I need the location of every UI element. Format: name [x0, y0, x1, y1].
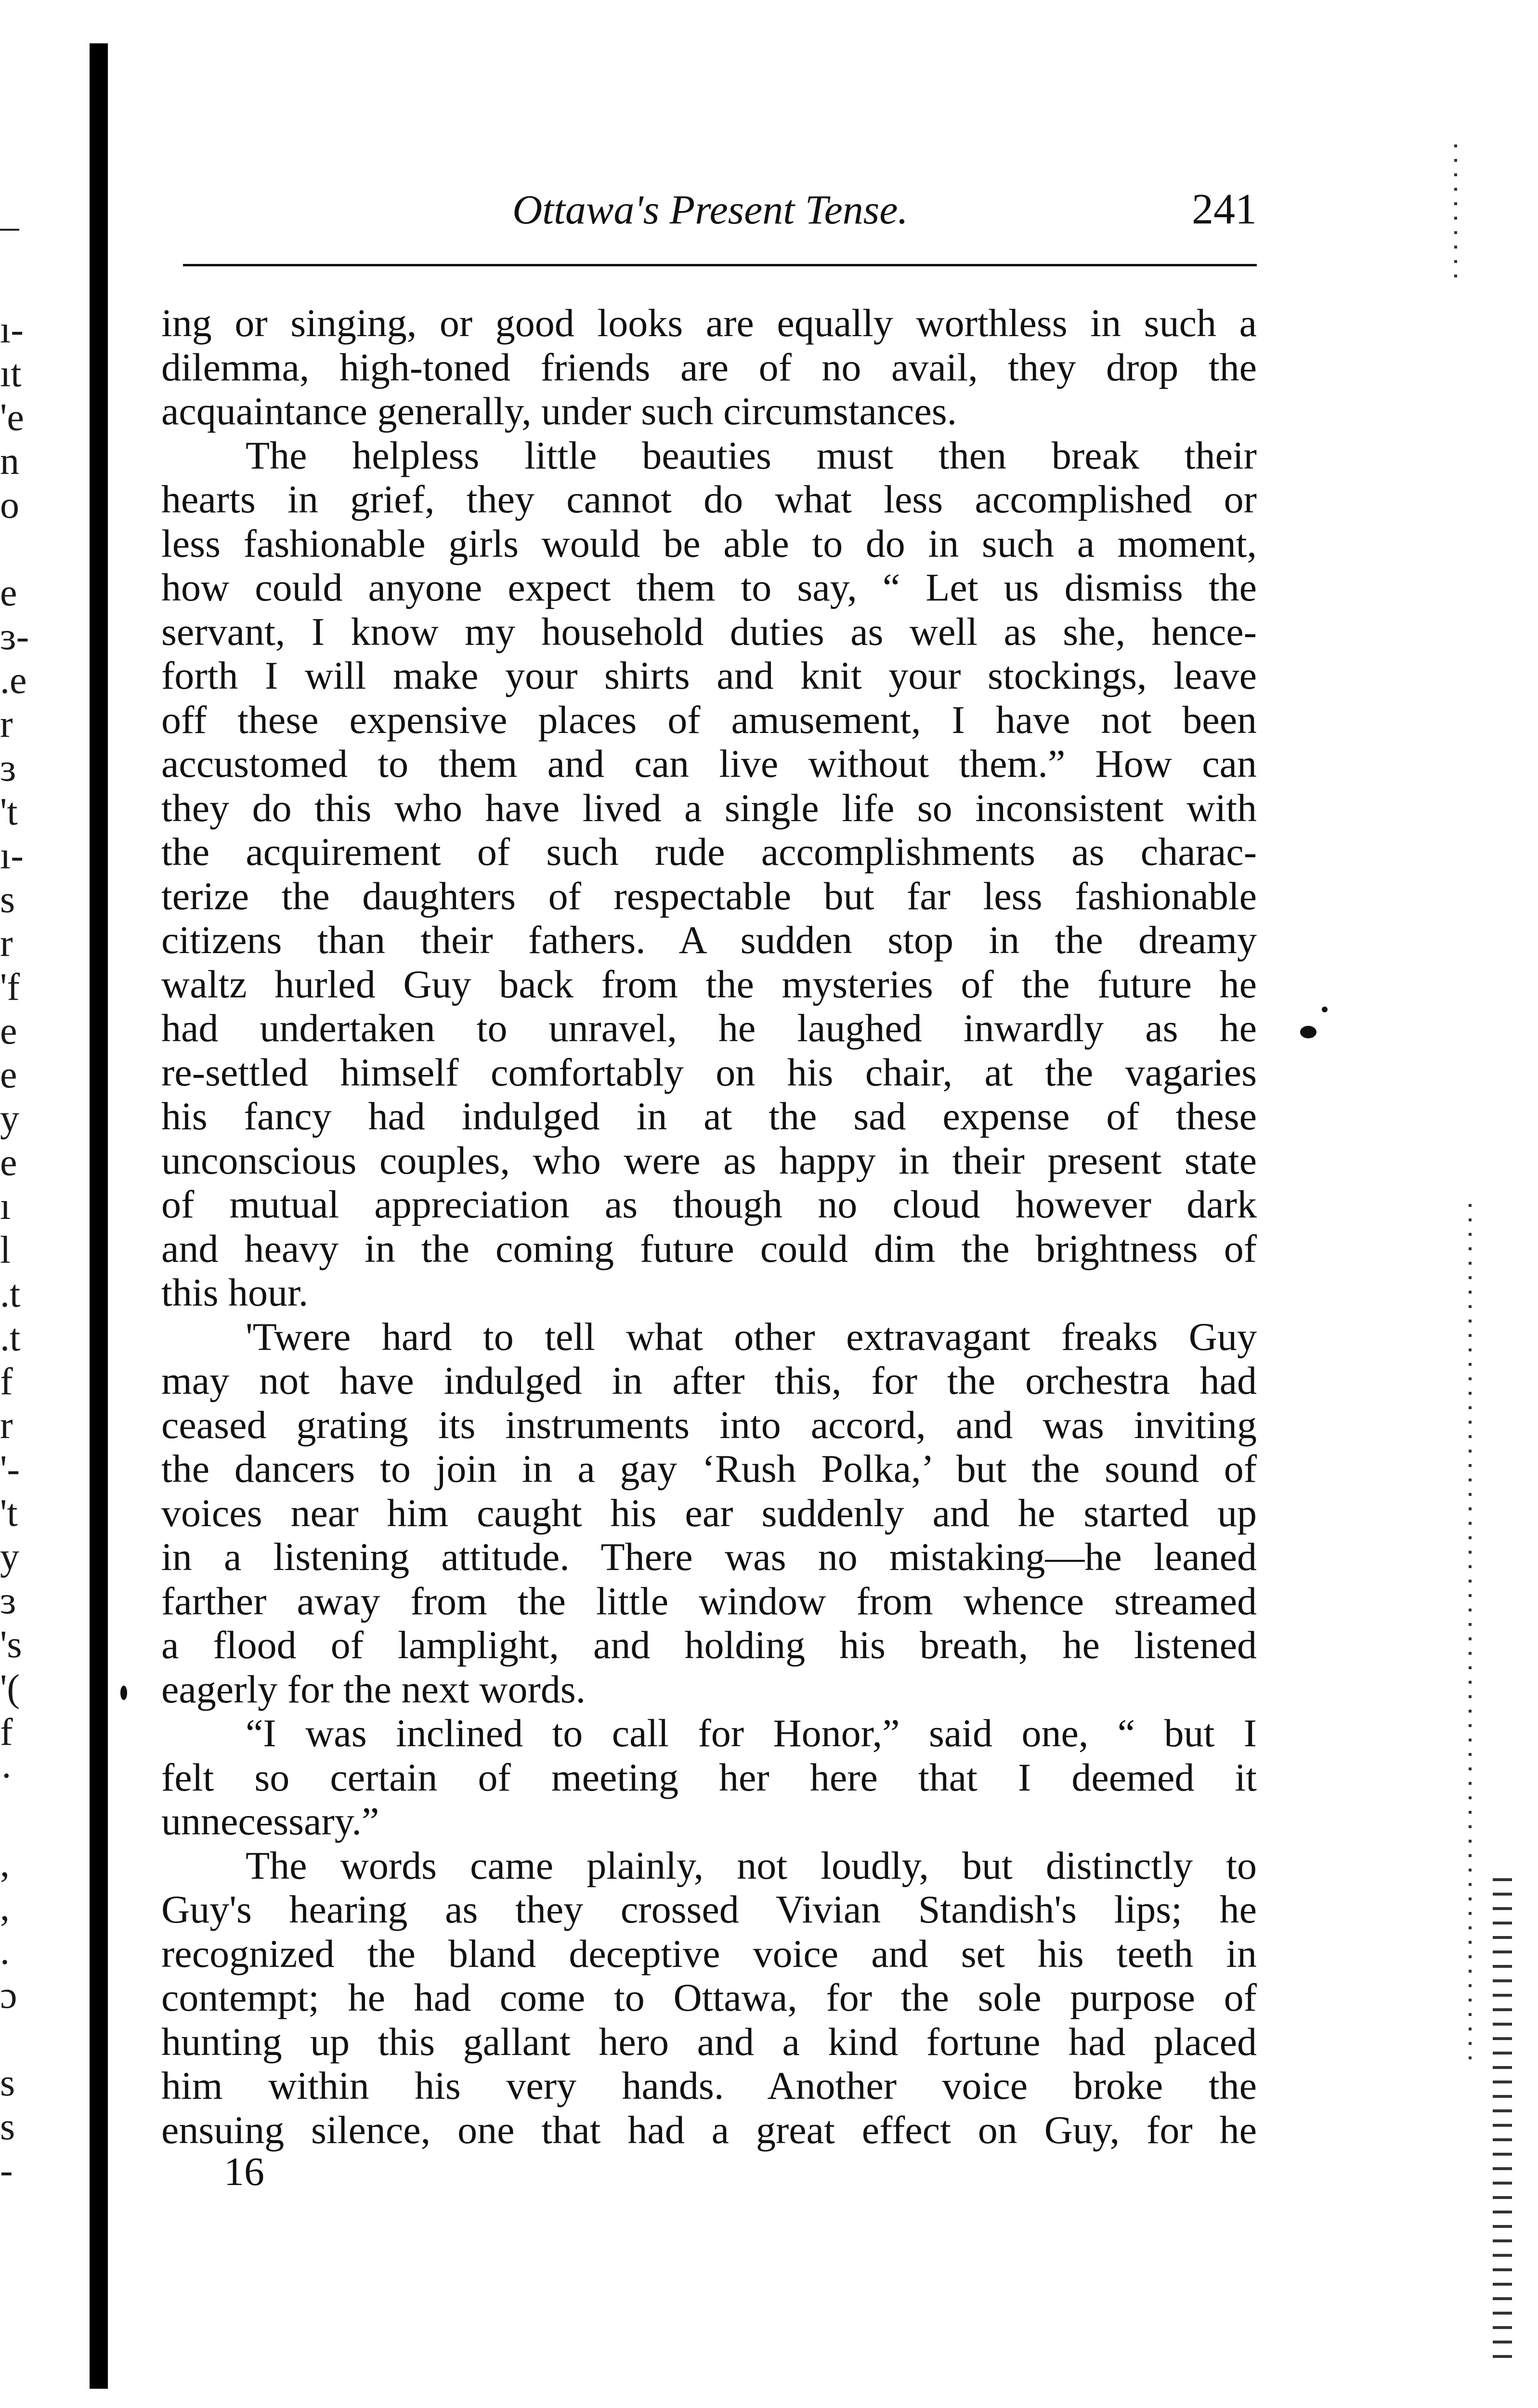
edge-fragment: n: [0, 440, 19, 483]
edge-fragment: '-: [0, 1448, 20, 1491]
edge-fragment: e: [0, 572, 17, 614]
edge-fragment: [0, 527, 43, 571]
text-line: felt so certain of meeting her here that I deemed it: [161, 1755, 1257, 1799]
edge-fragment: ı-: [0, 835, 24, 877]
text-line: terize the daughters of respectable but far less fashionable: [161, 874, 1257, 918]
binding-gutter: [90, 43, 108, 2389]
text-line: voices near him caught his ear suddenly and he started up: [161, 1491, 1257, 1535]
text-line: recognized the bland deceptive voice and set his teeth in: [161, 1931, 1257, 1976]
ink-speck: [1300, 1026, 1316, 1038]
text-line: had undertaken to unravel, he laughed inwardly as he: [161, 1006, 1257, 1050]
edge-fragment: y: [0, 1536, 19, 1578]
text-line: ensuing silence, one that had a great effect on Guy, for he: [161, 2107, 1257, 2152]
text-line: contempt; he had come to Ottawa, for the sole purpose of: [161, 1976, 1257, 2019]
edge-fragment: 't: [0, 791, 18, 833]
edge-fragment: e: [0, 1141, 17, 1184]
edge-fragment: ı-: [0, 309, 24, 351]
text-line: re-settled himself comfortably on his chair, at the vagaries: [161, 1050, 1257, 1094]
edge-fragment: .e: [0, 659, 27, 702]
edge-fragment: '(: [0, 1667, 20, 1710]
edge-fragment: s: [0, 878, 15, 921]
edge-fragment: ,: [0, 1886, 10, 1929]
text-line: how could anyone expect them to say, “ Let us dismiss the: [161, 565, 1257, 609]
text-line: him within his very hands. Another voice broke the: [161, 2064, 1257, 2107]
text-line: this hour.: [161, 1270, 309, 1314]
running-title: Ottawa's Present Tense.: [512, 186, 908, 233]
edge-fragment: 't: [0, 1492, 18, 1534]
text-line: citizens than their fathers. A sudden stop in the dreamy: [161, 918, 1257, 962]
text-line: The words came plainly, not loudly, but distinctly to: [246, 1843, 1257, 1887]
text-line: hearts in grief, they cannot do what less accomplished or: [161, 477, 1257, 521]
edge-fragment: ɜ: [0, 1580, 16, 1622]
page-header: [164, 183, 1257, 241]
text-line: forth I will make your shirts and knit your stockings, leave: [161, 654, 1257, 697]
left-margin-rule: [0, 229, 19, 231]
edge-fragment: ıt: [0, 353, 22, 395]
text-line: unnecessary.”: [161, 1799, 379, 1843]
text-line: Guy's hearing as they crossed Vivian Standish's lips; he: [161, 1887, 1257, 1931]
edge-fragment: .t: [0, 1273, 21, 1315]
edge-fragment: s: [0, 2062, 15, 2104]
text-line: his fancy had indulged in at the sad expense of these: [161, 1094, 1257, 1138]
text-line: the dancers to join in a gay ‘Rush Polka,’ but the sound of: [161, 1447, 1257, 1491]
edge-fragment: 'e: [0, 396, 24, 439]
edge-fragment: r: [0, 703, 13, 746]
edge-fragment: ɜ: [0, 747, 16, 789]
edge-fragment: [0, 1798, 43, 1842]
text-line: eagerly for the next words.: [161, 1667, 586, 1711]
edge-fragment: -: [0, 2149, 13, 2192]
right-edge-scan-noise: [1435, 96, 1538, 2408]
edge-fragment: ,: [0, 1843, 10, 1885]
signature-mark: 16: [224, 2149, 264, 2194]
ink-speck: [120, 1686, 127, 1700]
edge-fragment: r: [0, 922, 13, 965]
text-line: 'Twere hard to tell what other extravagant freaks Guy: [246, 1314, 1257, 1359]
edge-fragment: l: [0, 1229, 11, 1271]
header-rule: [183, 264, 1257, 266]
text-line: servant, I know my household duties as well as she, hence-: [161, 609, 1257, 654]
edge-fragment: ·: [0, 1755, 13, 1797]
previous-page-edge-fragments: [0, 308, 43, 2192]
text-line: hunting up this gallant hero and a kind fortune had placed: [161, 2019, 1257, 2064]
text-line: a flood of lamplight, and holding his breath, he listened: [161, 1623, 1257, 1667]
text-line: off these expensive places of amusement, I have not been: [161, 697, 1257, 742]
edge-fragment: ı: [0, 1185, 11, 1228]
text-line: in a listening attitude. There was no mistaking—he leaned: [161, 1535, 1257, 1579]
edge-fragment: 's: [0, 1623, 22, 1666]
edge-fragment: ɔ: [0, 1974, 17, 2016]
text-line: dilemma, high-toned friends are of no avail, they drop the: [161, 345, 1257, 389]
text-line: and heavy in the coming future could dim the brightness of: [161, 1226, 1257, 1270]
text-line: they do this who have lived a single life so inconsistent with: [161, 785, 1257, 830]
scan-noise: [1469, 1204, 1472, 2071]
text-line: the acquirement of such rude accomplishments as charac-: [161, 830, 1257, 874]
edge-fragment: o: [0, 484, 19, 526]
text-line: unconscious couples, who were as happy in their present state: [161, 1138, 1257, 1182]
edge-fragment: .: [0, 1930, 10, 1973]
ink-speck: [1322, 1007, 1328, 1012]
edge-fragment: e: [0, 1054, 17, 1096]
text-line: “I was inclined to call for Honor,” said one, “ but I: [246, 1711, 1257, 1755]
edge-fragment: f: [0, 1361, 13, 1403]
text-line: less fashionable girls would be able to do in such a moment,: [161, 521, 1257, 565]
text-line: ceased grating its instruments into accord, and was inviting: [161, 1402, 1257, 1447]
edge-fragment: s: [0, 2106, 15, 2148]
edge-fragment: e: [0, 1010, 17, 1052]
edge-fragment: r: [0, 1404, 13, 1447]
text-line: waltz hurled Guy back from the mysteries of the future he: [161, 962, 1257, 1006]
text-line: of mutual appreciation as though no cloud however dark: [161, 1182, 1257, 1226]
edge-fragment: .t: [0, 1317, 21, 1359]
text-line: The helpless little beauties must then break their: [246, 433, 1257, 477]
page-number: 241: [1192, 185, 1257, 233]
edge-fragment: ɜ-: [0, 615, 29, 658]
text-line: farther away from the little window from whence streamed: [161, 1579, 1257, 1623]
edge-fragment: f: [0, 1711, 13, 1754]
text-line: accustomed to them and can live without them.” How can: [161, 742, 1257, 785]
scan-noise: [1493, 1878, 1512, 2360]
text-line: may not have indulged in after this, for the orchestra had: [161, 1359, 1257, 1402]
text-line: ing or singing, or good looks are equally worthless in such a: [161, 301, 1257, 345]
edge-fragment: y: [0, 1098, 19, 1140]
body-text: [161, 301, 1257, 2152]
scan-noise: [1454, 144, 1457, 289]
edge-fragment: [0, 2017, 43, 2061]
text-line: acquaintance generally, under such circumstances.: [161, 389, 957, 433]
edge-fragment: 'f: [0, 966, 20, 1008]
